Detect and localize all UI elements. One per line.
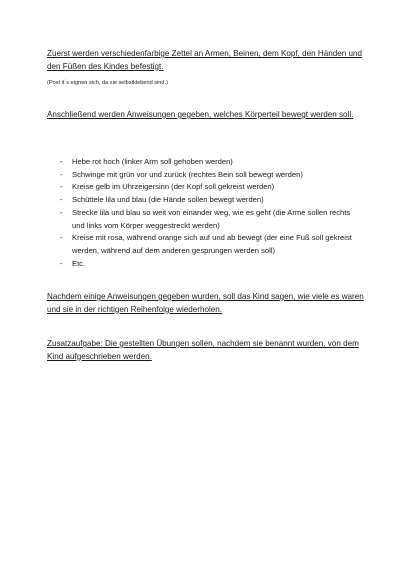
list-item (60, 258, 360, 271)
list-item (60, 194, 360, 207)
list-item (60, 207, 360, 232)
list-item-text: Kreise gelb im Uhrzeigersinn (der Kopf soll gekreist werden) (72, 182, 275, 192)
list-item-text: Schüttele lila und blau (die Hände sollen bewegt werden) (72, 195, 264, 205)
bullet-dash: - (60, 195, 63, 205)
list-item (60, 169, 360, 182)
list-item (60, 181, 360, 194)
repeat-paragraph: Nachdem einige Anweisungen gegeben wurden, soll das Kind sagen, wie viele es waren und sie in der richtigen Reihenfolge wiederholen. (47, 292, 364, 314)
intro-paragraph: Zuerst werden verschiedenfarbige Zettel an Armen, Beinen, dem Kopf, den Händen und den Füßen des Kindes befestigt. (47, 49, 362, 71)
list-item-text: Etc. (72, 258, 86, 268)
post-it-note: (Post it´s eignen sich, da sie selbstklebend sind.) (47, 80, 168, 86)
bullet-dash: - (60, 207, 63, 217)
list-item (60, 156, 360, 169)
list-item-text: Schwinge mit grün vor und zurück (rechtes Bein soll bewegt werden) (72, 169, 303, 179)
bullet-dash: - (60, 258, 63, 268)
extra-task-paragraph: Zusatzaufgabe: Die gestellten Übungen sollen, nachdem sie benannt wurden, von dem Kind aufgeschrieben werden. (47, 339, 359, 361)
instruction-list (60, 156, 360, 270)
bullet-dash: - (60, 233, 63, 243)
list-item-text: Hebe rot hoch (linker Arm soll gehoben werden) (72, 157, 233, 166)
list-item-text: Strecke lila und blau so weit von einander weg, wie es geht (die Arme sollen rechts und links vom Körper weggestreckt werden) (72, 207, 351, 230)
instructions-intro-paragraph: Anschließend werden Anweisungen gegeben, welches Körperteil bewegt werden soll. (47, 110, 354, 119)
bullet-dash: - (60, 182, 63, 192)
bullet-dash: - (60, 157, 63, 166)
bullet-dash: - (60, 169, 63, 179)
list-item-text: Kreise mit rosa, während orange sich auf und ab bewegt (der eine Fuß soll gekreist werden, während auf dem anderen gesprungen werden soll) (72, 233, 352, 255)
list-item (60, 232, 360, 257)
